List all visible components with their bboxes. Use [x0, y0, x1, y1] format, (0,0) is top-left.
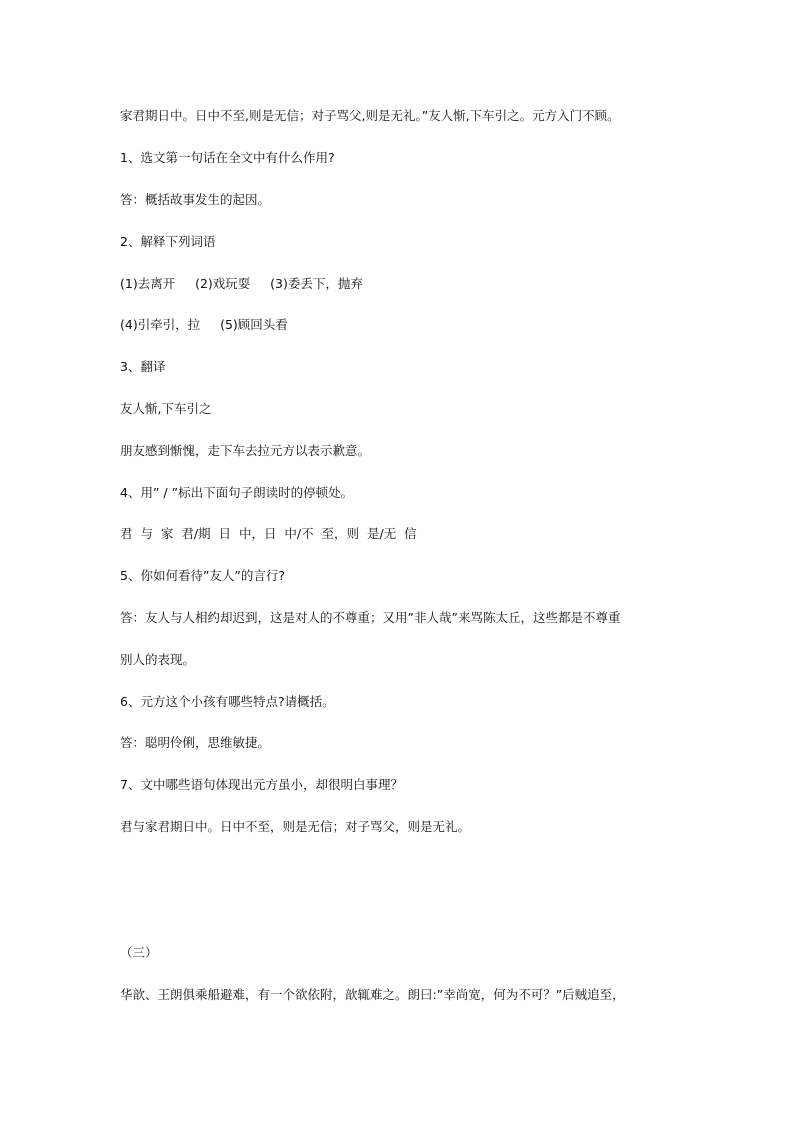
answer-2-part-2: (4)引牵引，拉 (5)顾回头看: [120, 317, 288, 332]
answer-5-line-1: 答：友人与人相约却迟到，这是对人的不尊重；又用”非人哉”来骂陈太丘，这些都是不尊重: [120, 610, 621, 625]
passage-line: 家君期日中。日中不至,则是无信；对子骂父,则是无礼。”友人惭,下车引之。元方入门不顾。: [120, 108, 620, 123]
question-7: 7、文中哪些语句体现出元方虽小，却很明白事理？: [120, 777, 403, 792]
translation-source: 友人惭,下车引之: [120, 401, 212, 416]
question-4: 4、用” / ”标出下面句子朗读时的停顿处。: [120, 485, 354, 500]
question-3: 3、翻译: [120, 359, 166, 374]
answer-6: 答：聪明伶俐，思维敏捷。: [120, 735, 271, 750]
answer-5-line-2: 别人的表现。: [120, 652, 196, 667]
answer-7: 君与家君期日中。日中不至，则是无信；对子骂父，则是无礼。: [120, 819, 471, 834]
answer-2-part-1: (1)去离开 (2)戏玩耍 (3)委丢下，抛弃: [120, 276, 363, 291]
answer-3: 朋友感到惭愧，走下车去拉元方以表示歉意。: [120, 443, 371, 458]
section-heading: （三）: [120, 945, 158, 960]
question-6: 6、元方这个小孩有哪些特点?请概括。: [120, 694, 335, 709]
question-1: 1、选文第一句话在全文中有什么作用?: [120, 150, 335, 165]
question-5: 5、你如何看待”友人”的言行?: [120, 568, 286, 583]
passage-3-line: 华歆、王朗俱乘船避难，有一个欲依附，歆辄难之。朗曰:”幸尚宽，何为不可？”后贼追至，: [120, 987, 625, 1002]
answer-4: 君 与 家 君/期 日 中，日 中/不 至，则 是/无 信: [120, 526, 417, 541]
question-2: 2、解释下列词语: [120, 234, 216, 249]
answer-1: 答：概括故事发生的起因。: [120, 192, 271, 207]
